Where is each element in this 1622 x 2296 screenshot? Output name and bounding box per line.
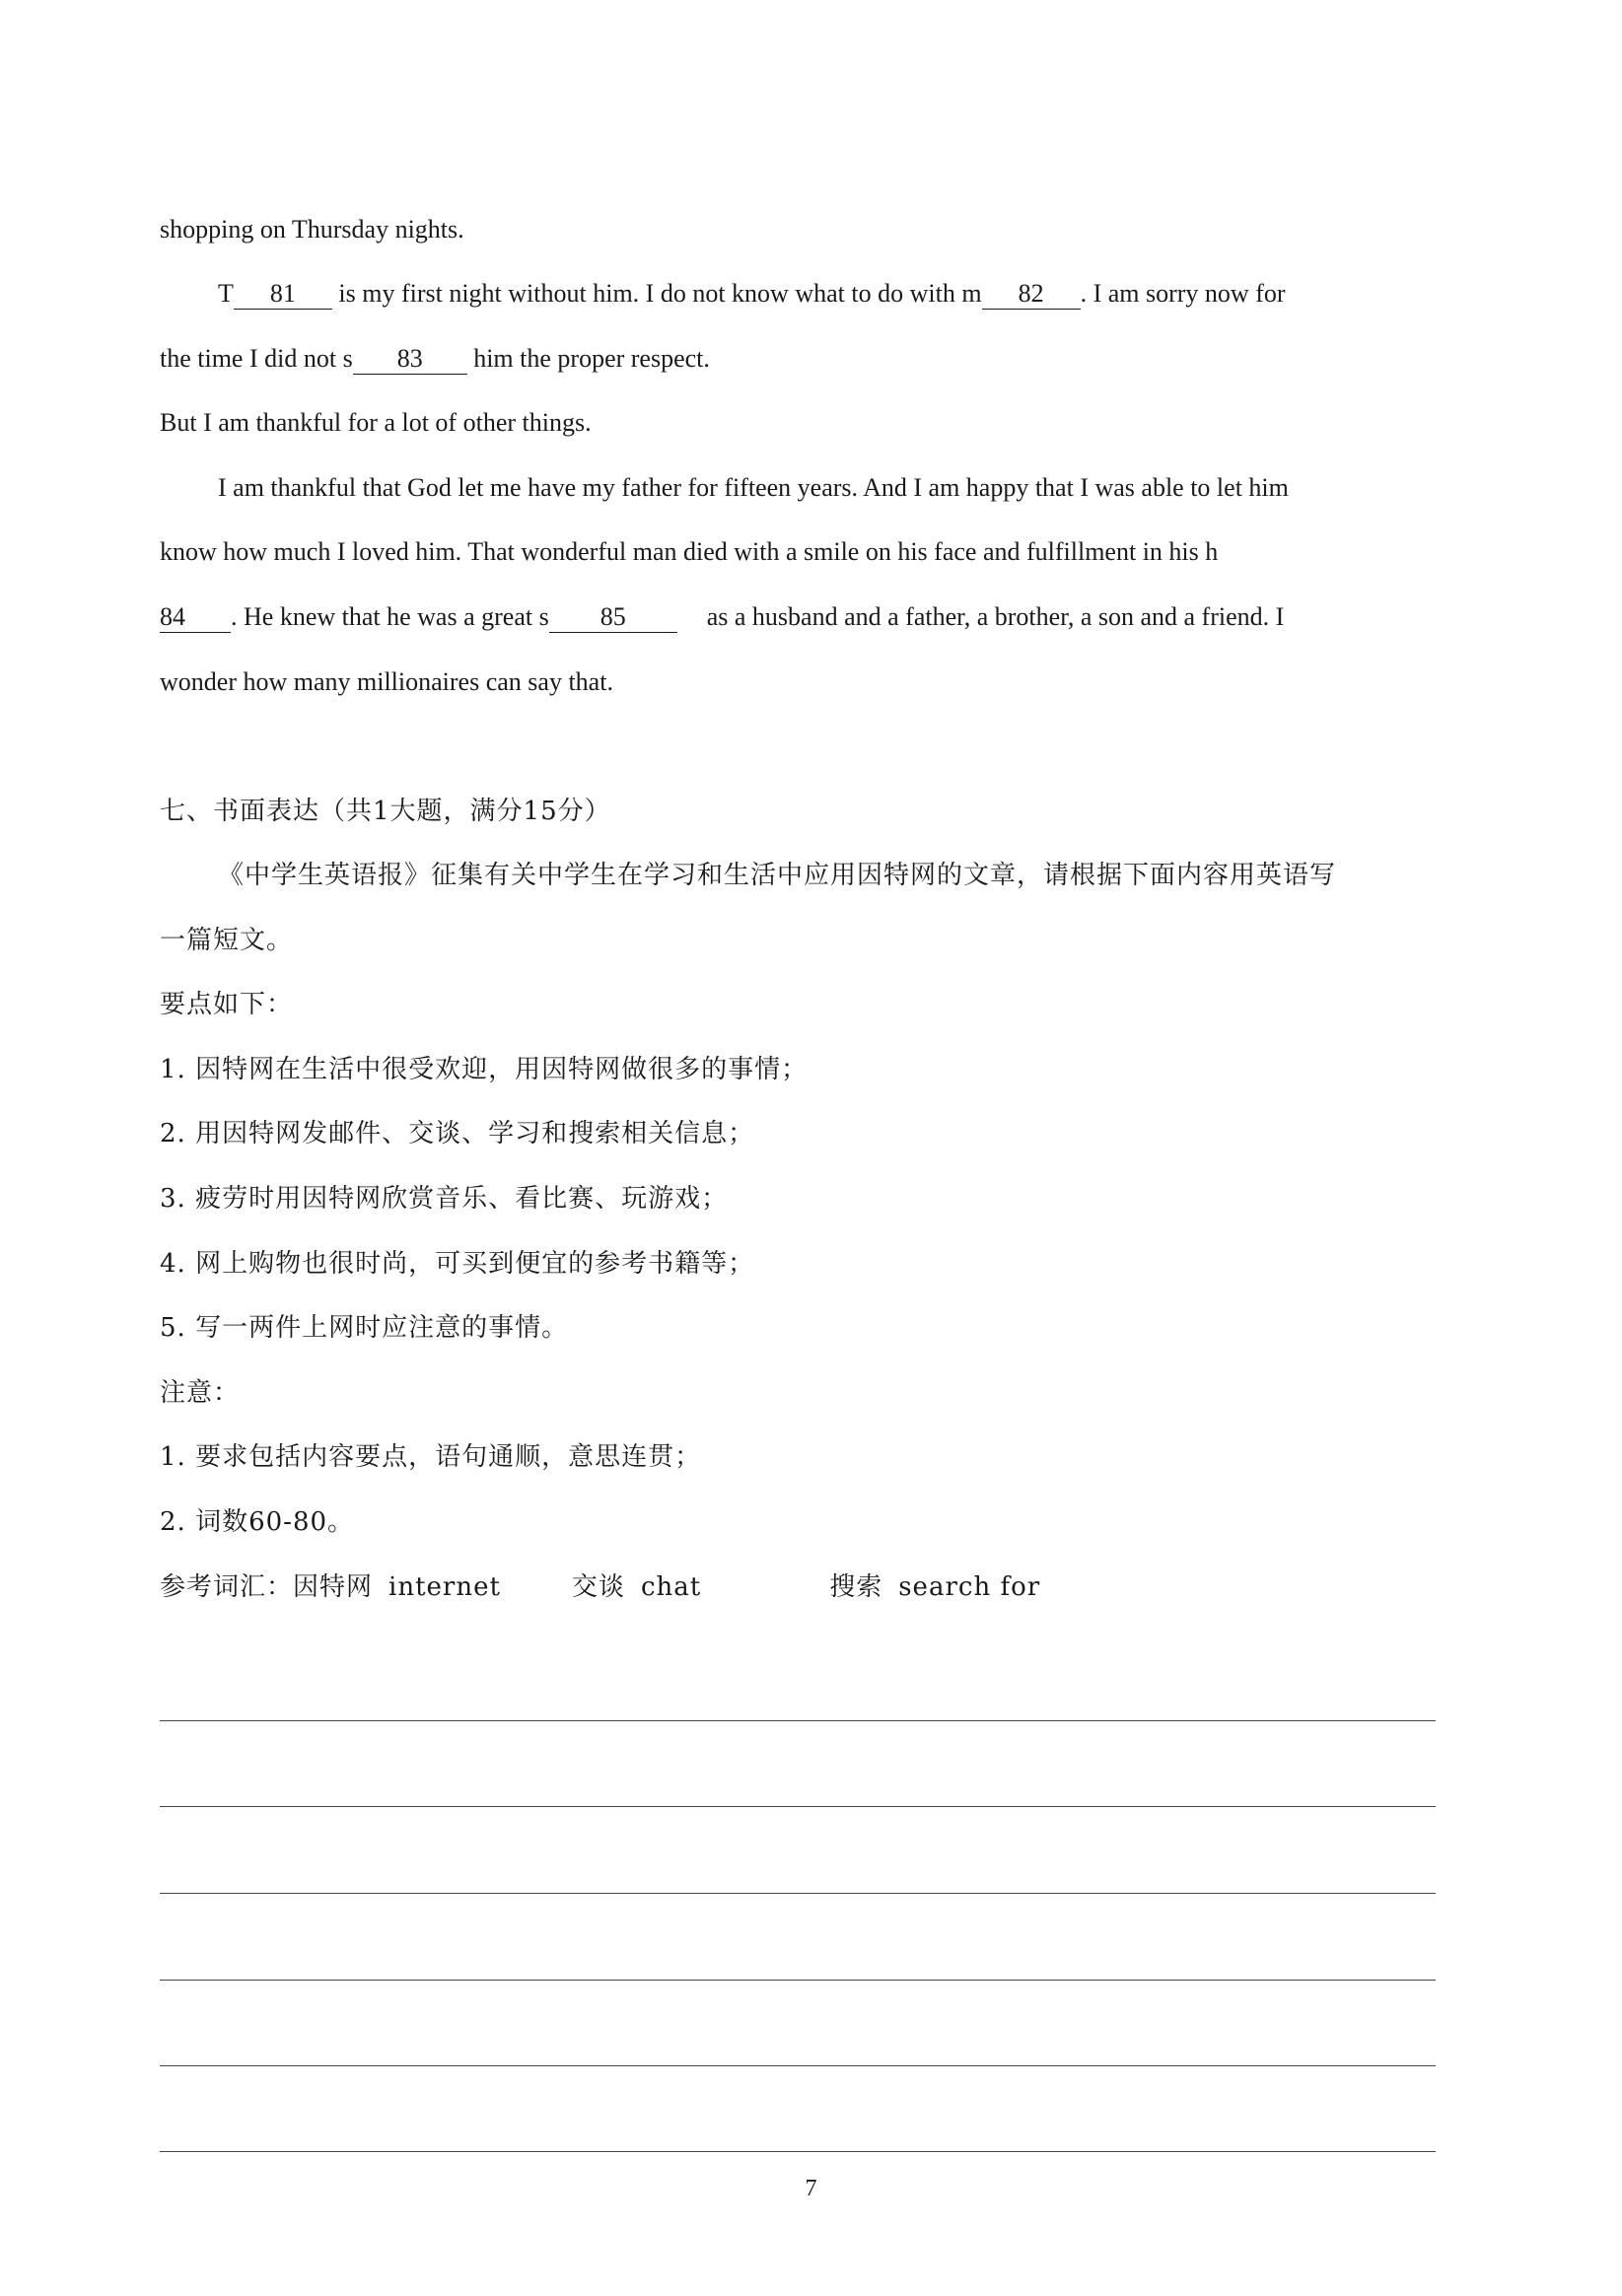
- point-item: 1. 因特网在生活中很受欢迎，用因特网做很多的事情；: [160, 1055, 809, 1084]
- blank-81: 81: [234, 279, 332, 310]
- passage-text: . He knew that he was a great s: [231, 602, 549, 631]
- vocab-word-search: search for: [898, 1572, 1041, 1602]
- answer-line[interactable]: [160, 1720, 1436, 1721]
- answer-line[interactable]: [160, 2065, 1436, 2066]
- point-item: 2. 用因特网发邮件、交谈、学习和搜索相关信息；: [160, 1119, 755, 1148]
- blank-85: 85: [549, 602, 677, 633]
- vocab-label: 参考词汇：因特网: [160, 1572, 374, 1602]
- answer-line[interactable]: [160, 2151, 1436, 2152]
- answer-line[interactable]: [160, 1806, 1436, 1807]
- passage-line-2: [218, 274, 1286, 313]
- note-item: 1. 要求包括内容要点，语句通顺，意思连贯；: [160, 1442, 702, 1472]
- passage-line-7: [160, 597, 1284, 637]
- vocab-word-internet: internet: [388, 1572, 501, 1602]
- page-number: 7: [805, 2176, 817, 2201]
- vocab-word-chat: chat: [640, 1572, 702, 1602]
- writing-intro-1: 《中学生英语报》征集有关中学生在学习和生活中应用因特网的文章，请根据下面内容用英语写: [218, 861, 1337, 890]
- passage-line-6: know how much I loved him. That wonderful man died with a smile on his face and fulfillment in his h: [160, 537, 1219, 566]
- passage-line-8: wonder how many millionaires can say that.: [160, 667, 613, 696]
- writing-intro-2: 一篇短文。: [160, 926, 294, 955]
- passage-line-5: I am thankful that God let me have my father for fifteen years. And I am happy that I was able to let him: [218, 473, 1289, 502]
- passage-line-3: [160, 339, 710, 379]
- passage-line-4: But I am thankful for a lot of other things.: [160, 408, 592, 437]
- answer-line[interactable]: [160, 1980, 1436, 1981]
- point-item: 5. 写一两件上网时应注意的事情。: [160, 1313, 569, 1343]
- vocab-line: [160, 1567, 1040, 1607]
- notes-label: 注意：: [160, 1378, 241, 1408]
- passage-text: the time I did not s: [160, 344, 353, 373]
- note-item: 2. 词数60-80。: [160, 1507, 355, 1537]
- answer-line[interactable]: [160, 1893, 1436, 1894]
- point-item: 4. 网上购物也很时尚，可买到便宜的参考书籍等；: [160, 1249, 755, 1279]
- passage-text: T: [218, 279, 234, 308]
- section-heading: 七、书面表达（共1大题，满分15分）: [160, 797, 611, 826]
- passage-text: . I am sorry now for: [1080, 279, 1286, 308]
- blank-83: 83: [353, 344, 467, 375]
- passage-line-1: shopping on Thursday nights.: [160, 215, 464, 244]
- vocab-cn-chat: 交谈: [571, 1572, 625, 1602]
- points-label: 要点如下：: [160, 990, 294, 1019]
- passage-text: as a husband and a father, a brother, a son and a friend. I: [706, 602, 1285, 631]
- passage-text: is my first night without him. I do not know what to do with m: [331, 279, 982, 308]
- blank-82: 82: [982, 279, 1081, 310]
- passage-text: him the proper respect.: [466, 344, 710, 373]
- point-item: 3. 疲劳时用因特网欣赏音乐、看比赛、玩游戏；: [160, 1184, 729, 1214]
- vocab-cn-search: 搜索: [829, 1572, 883, 1602]
- blank-84: 84: [160, 602, 231, 633]
